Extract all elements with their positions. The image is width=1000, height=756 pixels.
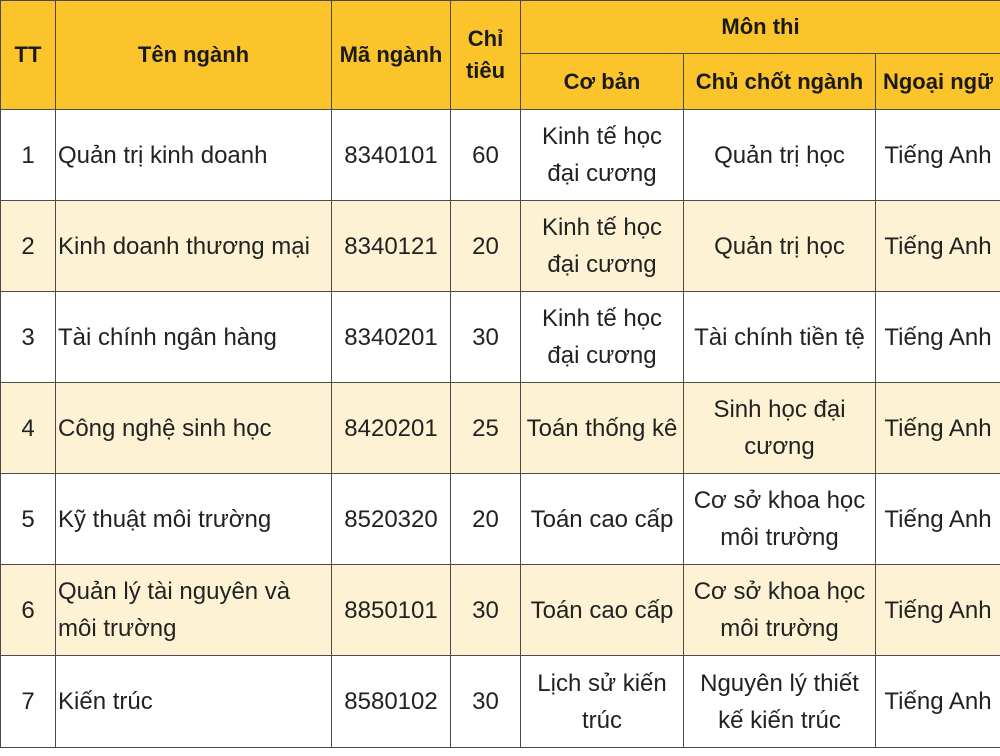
- cell-tt: 1: [1, 110, 56, 201]
- cell-ma-nganh: 8420201: [332, 383, 451, 474]
- table-row: [1, 656, 1000, 748]
- cell-chu-chot: Cơ sở khoa học môi trường: [684, 474, 876, 565]
- cell-chu-chot: Nguyên lý thiết kế kiến trúc: [684, 656, 876, 748]
- header-chi-tieu: Chỉ tiêu: [451, 1, 521, 110]
- table-row: [1, 292, 1000, 383]
- cell-chi-tieu: 30: [451, 565, 521, 656]
- header-chu-chot-nganh: Chủ chốt ngành: [684, 54, 876, 110]
- cell-tt: 2: [1, 201, 56, 292]
- cell-co-ban: Kinh tế học đại cương: [521, 292, 684, 383]
- cell-co-ban: Toán thống kê: [521, 383, 684, 474]
- cell-ngoai-ngu: Tiếng Anh: [876, 292, 1000, 383]
- cell-ma-nganh: 8340121: [332, 201, 451, 292]
- cell-ma-nganh: 8520320: [332, 474, 451, 565]
- header-mon-thi: Môn thi: [521, 1, 1000, 54]
- cell-ngoai-ngu: Tiếng Anh: [876, 474, 1000, 565]
- cell-ten-nganh: Quản lý tài nguyên và môi trường: [56, 565, 332, 656]
- cell-ten-nganh: Công nghệ sinh học: [56, 383, 332, 474]
- table-body: [1, 110, 1000, 748]
- cell-chu-chot: Sinh học đại cương: [684, 383, 876, 474]
- cell-co-ban: Toán cao cấp: [521, 474, 684, 565]
- table-header: [1, 1, 1000, 110]
- header-ma-nganh: Mã ngành: [332, 1, 451, 110]
- cell-co-ban: Toán cao cấp: [521, 565, 684, 656]
- cell-co-ban: Lịch sử kiến trúc: [521, 656, 684, 748]
- table-row: [1, 383, 1000, 474]
- cell-tt: 6: [1, 565, 56, 656]
- cell-chi-tieu: 25: [451, 383, 521, 474]
- cell-tt: 7: [1, 656, 56, 748]
- cell-chi-tieu: 20: [451, 201, 521, 292]
- cell-ten-nganh: Kinh doanh thương mại: [56, 201, 332, 292]
- cell-ngoai-ngu: Tiếng Anh: [876, 383, 1000, 474]
- cell-ten-nganh: Kỹ thuật môi trường: [56, 474, 332, 565]
- cell-chu-chot: Quản trị học: [684, 110, 876, 201]
- cell-co-ban: Kinh tế học đại cương: [521, 201, 684, 292]
- cell-chi-tieu: 20: [451, 474, 521, 565]
- cell-tt: 3: [1, 292, 56, 383]
- cell-chi-tieu: 30: [451, 292, 521, 383]
- cell-co-ban: Kinh tế học đại cương: [521, 110, 684, 201]
- table-row: [1, 110, 1000, 201]
- cell-chu-chot: Tài chính tiền tệ: [684, 292, 876, 383]
- table-row: [1, 565, 1000, 656]
- cell-ngoai-ngu: Tiếng Anh: [876, 565, 1000, 656]
- header-tt: TT: [1, 1, 56, 110]
- cell-chu-chot: Cơ sở khoa học môi trường: [684, 565, 876, 656]
- cell-tt: 4: [1, 383, 56, 474]
- cell-ten-nganh: Quản trị kinh doanh: [56, 110, 332, 201]
- cell-chu-chot: Quản trị học: [684, 201, 876, 292]
- cell-ten-nganh: Kiến trúc: [56, 656, 332, 748]
- header-ngoai-ngu: Ngoại ngữ: [876, 54, 1000, 110]
- table-row: [1, 474, 1000, 565]
- cell-ngoai-ngu: Tiếng Anh: [876, 201, 1000, 292]
- header-co-ban: Cơ bản: [521, 54, 684, 110]
- cell-ma-nganh: 8340101: [332, 110, 451, 201]
- table-row: [1, 201, 1000, 292]
- cell-chi-tieu: 60: [451, 110, 521, 201]
- cell-tt: 5: [1, 474, 56, 565]
- cell-ma-nganh: 8340201: [332, 292, 451, 383]
- header-row-top: [1, 1, 1000, 54]
- cell-ngoai-ngu: Tiếng Anh: [876, 656, 1000, 748]
- cell-chi-tieu: 30: [451, 656, 521, 748]
- cell-ten-nganh: Tài chính ngân hàng: [56, 292, 332, 383]
- cell-ma-nganh: 8850101: [332, 565, 451, 656]
- cell-ngoai-ngu: Tiếng Anh: [876, 110, 1000, 201]
- header-ten-nganh: Tên ngành: [56, 1, 332, 110]
- cell-ma-nganh: 8580102: [332, 656, 451, 748]
